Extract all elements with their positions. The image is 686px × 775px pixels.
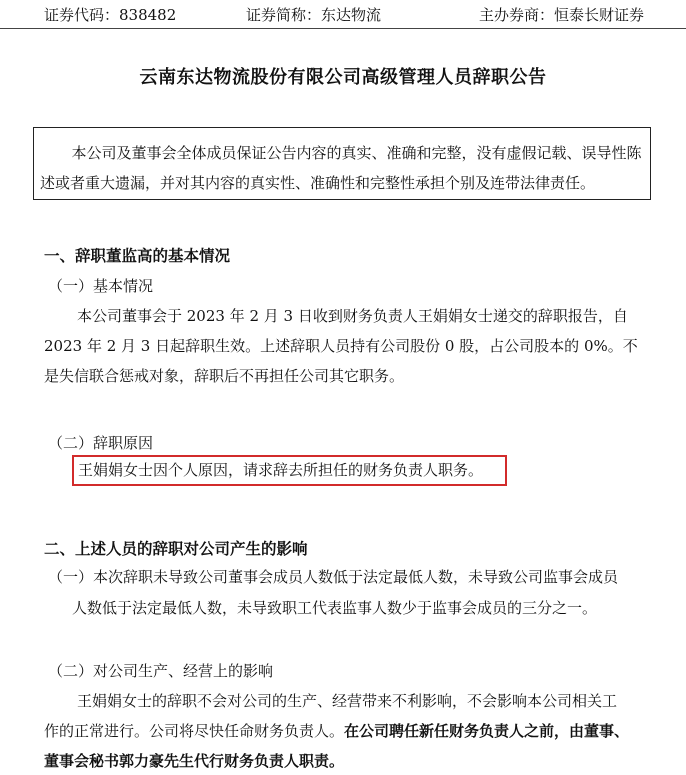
section-2-heading: 二、上述人员的辞职对公司产生的影响 [44,539,308,558]
impact-item-2-line-3-bold: 董事会秘书郭力豪先生代行财务负责人职责。 [44,752,345,770]
header-divider [0,28,686,29]
securities-code: 证券代码：838482 [44,6,177,24]
document-header [0,0,686,30]
impact-item-2-line-1: 王娟娟女士的辞职不会对公司的生产、经营带来不利影响，不会影响本公司相关工 [77,692,618,710]
section-1-sub-2-heading: （二）辞职原因 [48,434,154,452]
section-1-sub-1-heading: （一）基本情况 [48,277,154,295]
lead-broker: 主办券商：恒泰长财证券 [478,6,644,24]
impact-item-2-line-2-bold: 在公司聘任新任财务负责人之前，由董事、 [344,722,630,740]
disclaimer-text: 本公司及董事会全体成员保证公告内容的真实、准确和完整，没有虚假记载、误导性陈述或者重大遗漏，并对其内容的真实性、准确性和完整性承担个别及连带法律责任。 [40,144,642,192]
securities-short-name: 证券简称：东达物流 [246,6,382,24]
impact-item-2-line-2 [44,720,629,741]
impact-item-2-line-3 [44,750,344,771]
document-title: 云南东达物流股份有限公司高级管理人员辞职公告 [139,67,547,88]
impact-item-2-line-2-normal: 作的正常进行。公司将尽快任命财务负责人。 [44,722,345,740]
impact-item-1-line-1: （一）本次辞职未导致公司董事会成员人数低于法定最低人数，未导致公司监事会成员 [48,568,619,586]
basic-info-paragraph: 本公司董事会于 2023 年 2 月 3 日收到财务负责人王娟娟女士递交的辞职报告，自 2023 年 2 月 3 日起辞职生效。上述辞职人员持有公司股份 0 股，占公司股本的 0%。不是失信联合惩戒对象，辞职后不再担任公司其它职务。 [44,307,638,385]
impact-item-1-line-2: 人数低于法定最低人数，未导致职工代表监事人数少于监事会成员的三分之一。 [72,599,598,617]
disclaimer-box [33,127,651,200]
section-1-heading: 一、辞职董监高的基本情况 [44,246,231,265]
impact-item-2-heading: （二）对公司生产、经营上的影响 [48,662,274,680]
resignation-reason-text: 王娟娟女士因个人原因，请求辞去所担任的财务负责人职务。 [78,461,484,479]
